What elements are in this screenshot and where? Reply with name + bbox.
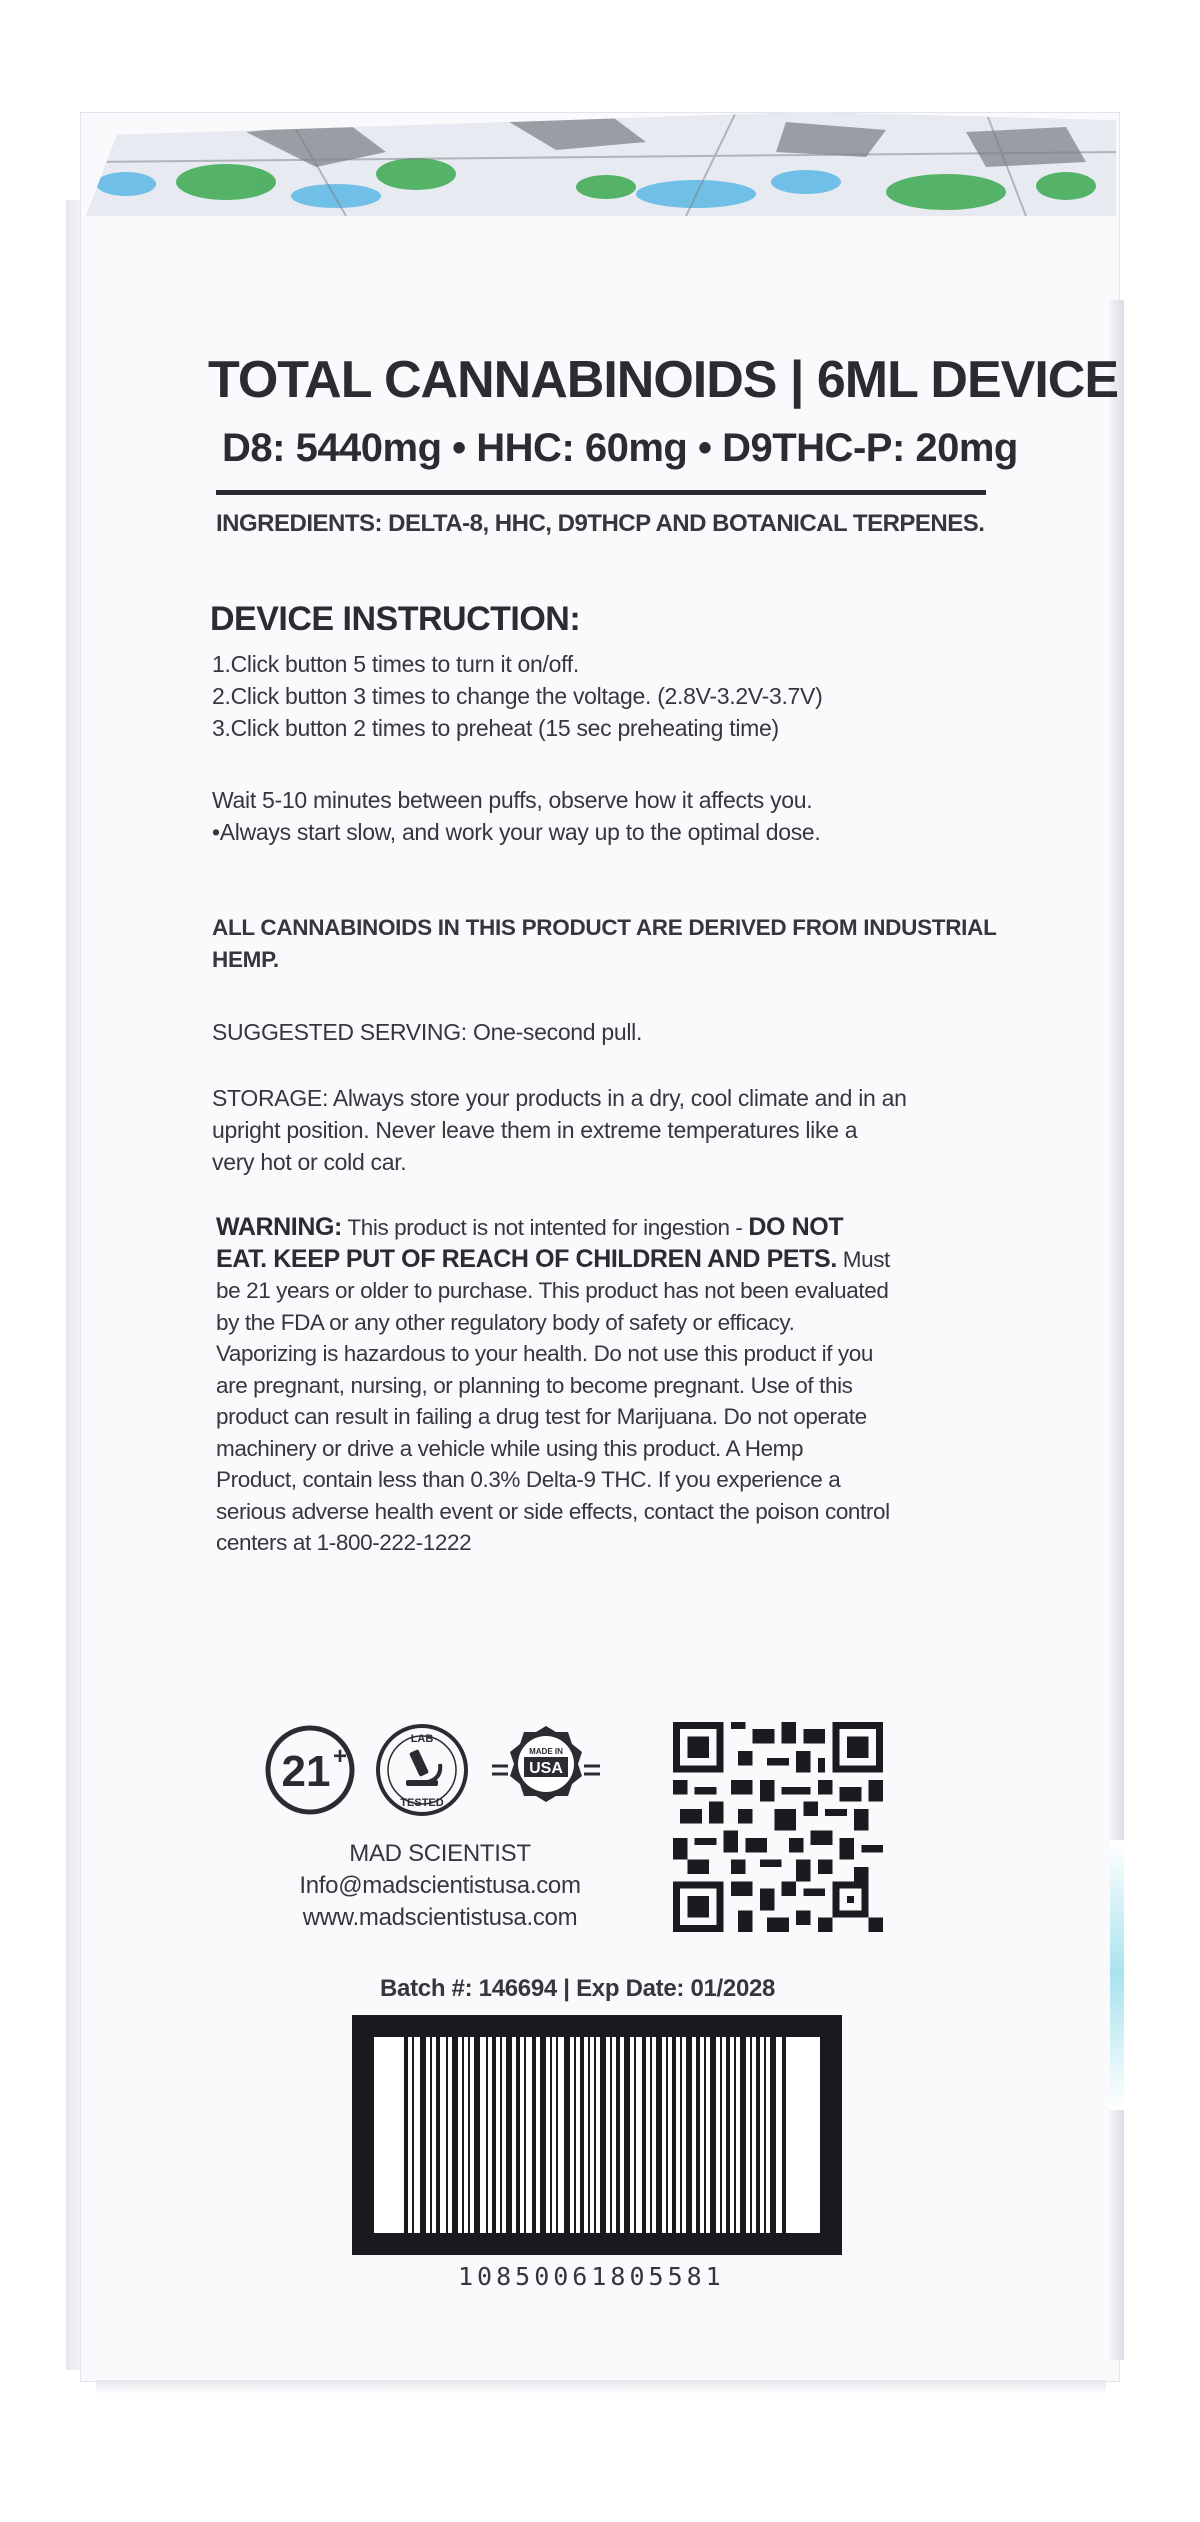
certification-badges	[260, 1720, 620, 1840]
barcode-number: 10850061805581	[458, 2262, 725, 2291]
warning-line: by the FDA or any other regulatory body of safety or efficacy.	[216, 1309, 795, 1335]
serving-line: SUGGESTED SERVING: One-second pull.	[212, 1019, 643, 1045]
cannabinoid-amounts: D8: 5440mg • HHC: 60mg • D9THC-P: 20mg	[222, 426, 1018, 470]
suggested-serving	[212, 1016, 1002, 1048]
age-badge-number: 21	[281, 1747, 331, 1796]
warning-line: Product, contain less than 0.3% Delta-9 THC. If you experience a	[216, 1467, 841, 1492]
warning-label: WARNING:	[216, 1213, 342, 1241]
usage-tip: •Always start slow, and work your way up to the optimal dose.	[212, 819, 821, 845]
age-21-plus-icon	[260, 1720, 360, 1820]
brand-website: www.madscientistusa.com	[302, 1904, 578, 1931]
warning-line	[216, 1212, 1006, 1244]
warning-line	[216, 1244, 1006, 1276]
storage-line: very hot or cold car.	[212, 1149, 407, 1175]
age-badge-plus: +	[332, 1743, 348, 1770]
box-bottom-shadow	[96, 2380, 1106, 2394]
warning-line: product can result in failing a drug test for Marijuana. Do not operate	[216, 1404, 867, 1429]
instruction-steps	[212, 648, 1002, 744]
storage-notice	[212, 1082, 1002, 1178]
usa-badge-text: USA	[529, 1760, 563, 1777]
ingredients-line: INGREDIENTS: DELTA-8, HHC, D9THCP AND BOTANICAL TERPENES.	[216, 510, 985, 537]
barcode	[352, 2015, 842, 2255]
divider-rule	[216, 490, 986, 495]
instruction-step: 3.Click button 2 times to preheat (15 sec preheating time)	[212, 715, 779, 741]
warning-notice	[216, 1212, 1006, 1559]
lab-badge-top-text: LAB	[410, 1733, 434, 1745]
usage-tip: Wait 5-10 minutes between puffs, observe how it affects you.	[212, 787, 813, 813]
brand-name: MAD SCIENTIST	[349, 1840, 531, 1867]
storage-line: upright position. Never leave them in extreme temperatures like a	[212, 1117, 858, 1143]
storage-line: STORAGE: Always store your products in a dry, cool climate and in an	[212, 1085, 907, 1111]
warning-emphasis: DO NOT	[748, 1213, 844, 1241]
brand-contact	[270, 1838, 610, 1934]
instruction-step: 1.Click button 5 times to turn it on/off.	[212, 651, 579, 677]
warning-line: be 21 years or older to purchase. This product has not been evaluated	[216, 1278, 889, 1303]
hemp-notice-line: HEMP.	[212, 947, 279, 972]
lab-badge-bottom-text: TESTED	[400, 1797, 444, 1809]
usa-badge-top-text: MADE IN	[529, 1747, 563, 1756]
warning-line: machinery or drive a vehicle while using this product. A Hemp	[216, 1435, 804, 1461]
lab-tested-icon	[372, 1720, 472, 1820]
label-title: TOTAL CANNABINOIDS | 6ML DEVICE	[208, 351, 1119, 409]
warning-line: Vaporizing is hazardous to your health. Do not use this product if you	[216, 1341, 873, 1366]
warning-emphasis: EAT. KEEP PUT OF REACH OF CHILDREN AND PETS.	[216, 1244, 837, 1273]
hemp-notice-line: ALL CANNABINOIDS IN THIS PRODUCT ARE DERIVED FROM INDUSTRIAL	[212, 915, 997, 940]
instruction-step: 2.Click button 3 times to change the voltage. (2.8V-3.2V-3.7V)	[212, 683, 823, 709]
usage-tips	[212, 784, 1002, 848]
warning-line: are pregnant, nursing, or planning to become pregnant. Use of this	[216, 1372, 853, 1398]
warning-text: This product is not intented for ingestion -	[341, 1215, 749, 1240]
made-in-usa-icon	[486, 1720, 606, 1820]
qr-code	[668, 1722, 888, 1932]
brand-email: Info@madscientistusa.com	[299, 1872, 581, 1899]
warning-text: Must	[836, 1246, 890, 1272]
barcode-bars	[374, 2037, 820, 2233]
warning-line: serious adverse health event or side effects, contact the poison control	[216, 1498, 890, 1524]
box-right-edge-accent	[1110, 1840, 1124, 2110]
warning-line: centers at 1-800-222-1222	[216, 1530, 472, 1555]
device-instruction-title: DEVICE INSTRUCTION:	[210, 600, 581, 638]
batch-expiry: Batch #: 146694 | Exp Date: 01/2028	[380, 1975, 776, 2002]
hemp-notice	[212, 912, 1002, 976]
